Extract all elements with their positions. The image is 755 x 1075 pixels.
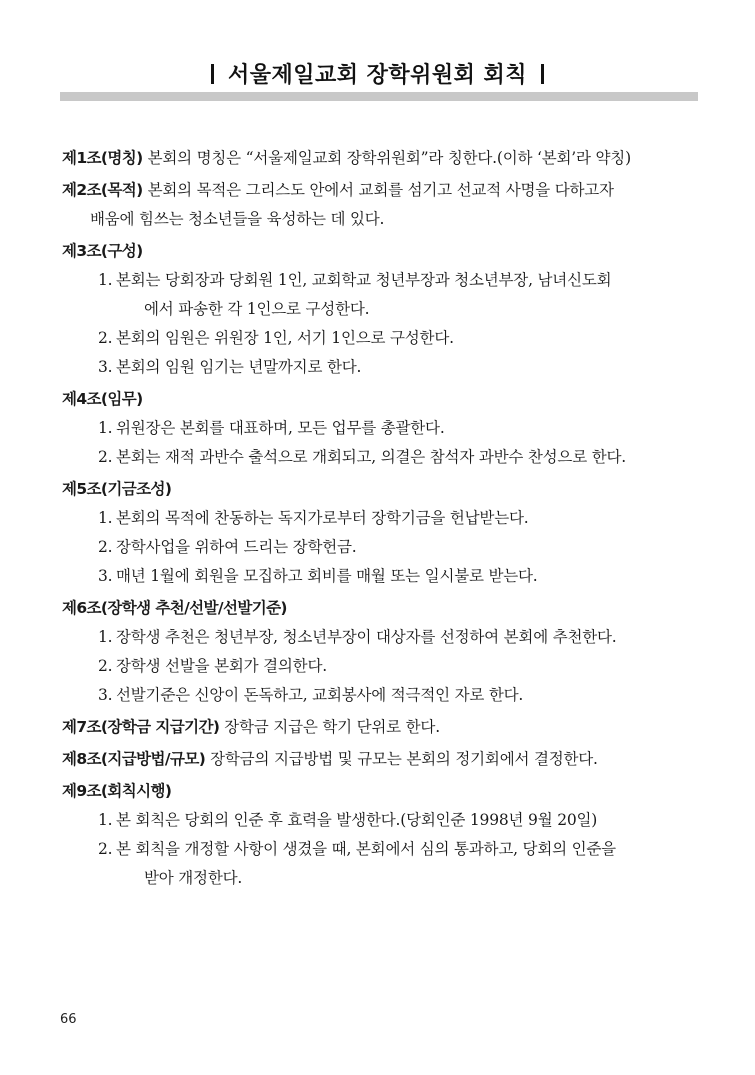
item-text: 본회의 목적에 찬동하는 독지가로부터 장학기금을 헌납받는다.: [116, 509, 529, 527]
article-heading: 제2조(목적): [62, 181, 143, 199]
list-item: [98, 353, 698, 382]
item-text: 선발기준은 신앙이 돈독하고, 교회봉사에 적극적인 자로 한다.: [116, 686, 524, 704]
item-number: 2.: [98, 538, 113, 556]
article-items: [62, 504, 698, 591]
list-item: [98, 806, 698, 835]
item-number: 1.: [98, 509, 113, 527]
item-text: 본회의 임원은 위원장 1인, 서기 1인으로 구성한다.: [116, 329, 454, 347]
list-item: [98, 414, 698, 443]
article-8: [62, 745, 698, 774]
article-heading: 제6조(장학생 추천/선발/선발기준): [62, 599, 287, 617]
article-heading: 제8조(지급방법/규모): [62, 750, 206, 768]
article-text: 본회의 목적은 그리스도 안에서 교회를 섬기고 선교적 사명을 다하고자: [147, 181, 614, 199]
bylaws-content: [62, 144, 698, 896]
item-text: 장학생 선발을 본회가 결의한다.: [116, 657, 327, 675]
article-heading: 제7조(장학금 지급기간): [62, 718, 220, 736]
page-title: [0, 58, 755, 89]
item-text-continued: 에서 파송한 각 1인으로 구성한다.: [144, 300, 370, 318]
list-item: [98, 681, 698, 710]
title-rule: [60, 92, 698, 101]
article-items: [62, 623, 698, 710]
article-items: [62, 414, 698, 472]
article-1: [62, 144, 698, 173]
item-number: 1.: [98, 271, 113, 289]
article-items: [62, 266, 698, 382]
list-item: [98, 504, 698, 533]
article-heading: 제4조(임무): [62, 390, 143, 408]
item-text: 장학사업을 위하여 드리는 장학헌금.: [116, 538, 357, 556]
page-title-text: 서울제일교회 장학위원회 회칙: [227, 63, 528, 88]
item-number: 1.: [98, 419, 113, 437]
title-bar-right: [541, 64, 544, 84]
list-item: [98, 533, 698, 562]
item-number: 3.: [98, 686, 113, 704]
item-number: 1.: [98, 811, 113, 829]
article-heading: 제3조(구성): [62, 242, 143, 260]
article-text: 본회의 명칭은 “서울제일교회 장학위원회”라 칭한다.(이하 ‘본회’라 약칭): [147, 149, 631, 167]
article-5: [62, 475, 698, 591]
item-text: 위원장은 본회를 대표하며, 모든 업무를 총괄한다.: [116, 419, 445, 437]
item-number: 2.: [98, 448, 113, 466]
article-9: [62, 777, 698, 893]
item-text: 장학생 추천은 청년부장, 청소년부장이 대상자를 선정하여 본회에 추천한다.: [116, 628, 617, 646]
list-item: [98, 266, 698, 324]
list-item: [98, 623, 698, 652]
article-3: [62, 237, 698, 382]
list-item: [98, 835, 698, 893]
article-heading: 제9조(회칙시행): [62, 782, 172, 800]
item-number: 2.: [98, 840, 113, 858]
item-text: 본 회칙을 개정할 사항이 생겼을 때, 본회에서 심의 통과하고, 당회의 인준을: [116, 840, 616, 858]
list-item: [98, 652, 698, 681]
title-bar-left: [211, 64, 214, 84]
list-item: [98, 562, 698, 591]
item-text: 본회의 임원 임기는 년말까지로 한다.: [116, 358, 362, 376]
article-heading: 제1조(명칭): [62, 149, 143, 167]
article-7: [62, 713, 698, 742]
page-number: 66: [60, 1012, 77, 1027]
article-6: [62, 594, 698, 710]
article-text-continued: 배움에 힘쓰는 청소년들을 육성하는 데 있다.: [90, 210, 385, 228]
article-text: 장학금의 지급방법 및 규모는 본회의 정기회에서 결정한다.: [210, 750, 598, 768]
item-number: 3.: [98, 358, 113, 376]
article-2: [62, 176, 698, 234]
article-heading: 제5조(기금조성): [62, 480, 172, 498]
item-text: 매년 1월에 회원을 모집하고 회비를 매월 또는 일시불로 받는다.: [116, 567, 538, 585]
list-item: [98, 443, 698, 472]
list-item: [98, 324, 698, 353]
article-items: [62, 806, 698, 893]
article-text: 장학금 지급은 학기 단위로 한다.: [224, 718, 440, 736]
item-number: 2.: [98, 657, 113, 675]
item-number: 3.: [98, 567, 113, 585]
item-number: 2.: [98, 329, 113, 347]
item-text: 본회는 재적 과반수 출석으로 개회되고, 의결은 참석자 과반수 찬성으로 한다.: [116, 448, 626, 466]
item-number: 1.: [98, 628, 113, 646]
item-text: 본 회칙은 당회의 인준 후 효력을 발생한다.(당회인준 1998년 9월 20일): [116, 811, 598, 829]
item-text: 본회는 당회장과 당회원 1인, 교회학교 청년부장과 청소년부장, 남녀신도회: [116, 271, 612, 289]
article-4: [62, 385, 698, 472]
item-text-continued: 받아 개정한다.: [144, 869, 243, 887]
